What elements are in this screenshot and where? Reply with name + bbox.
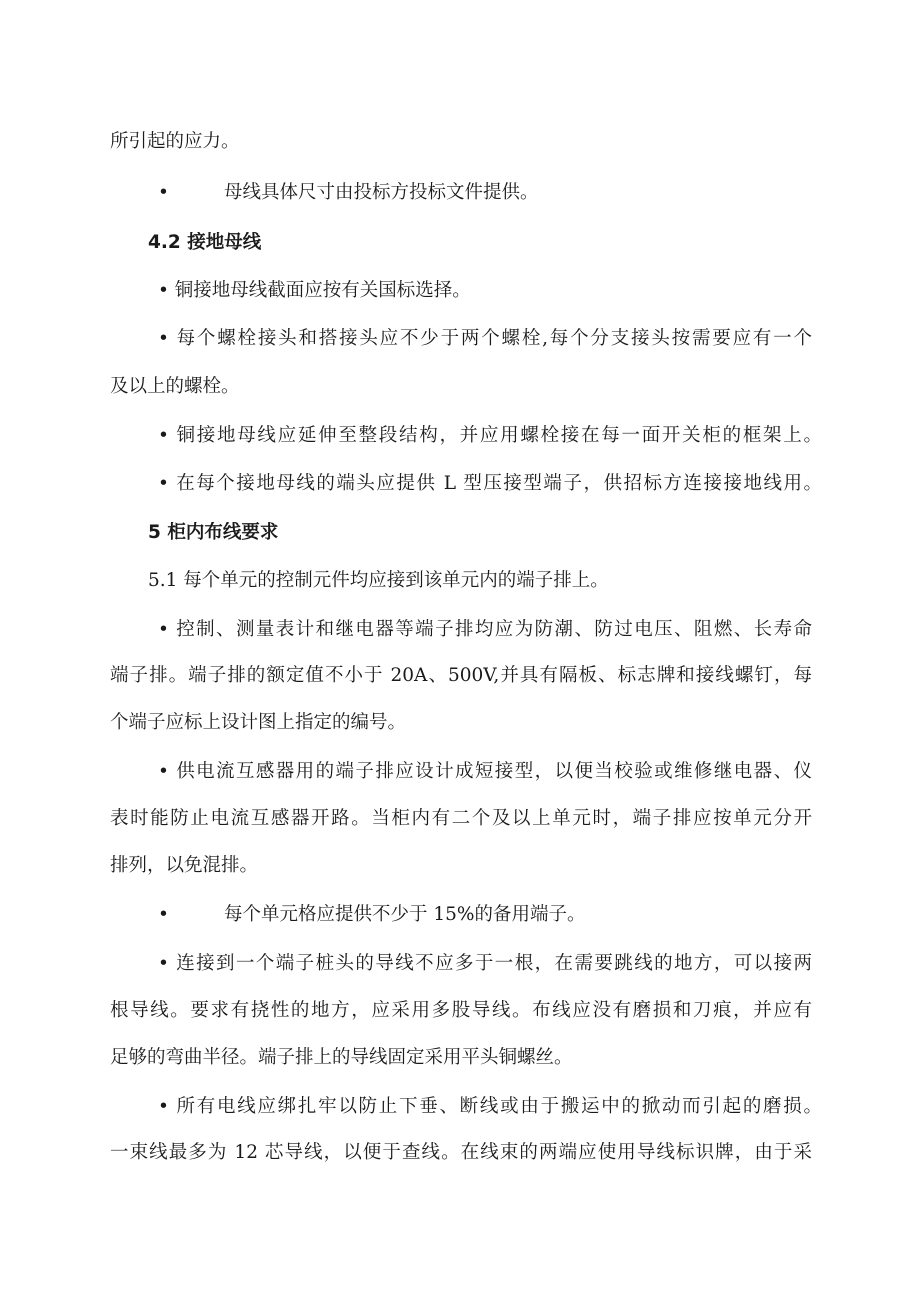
bullet-marker: • — [158, 904, 169, 925]
bullet-item: • 所有电线应绑扎牢以防止下垂、断线或由于搬运中的掀动而引起的磨损。 — [158, 1096, 822, 1117]
paragraph-line: 及以上的螺栓。 — [110, 376, 240, 397]
paragraph-line: 端子排。端子排的额定值不小于 20A、500V,并具有隔板、标志牌和接线螺钉，每 — [110, 665, 812, 686]
bullet-item: • 每个螺栓接头和搭接头应不少于两个螺栓,每个分支接头按需要应有一个 — [158, 328, 812, 349]
bullet-item: • 连接到一个端子桩头的导线不应多于一根，在需要跳线的地方，可以接两 — [158, 953, 812, 974]
section-heading-4-2: 4.2 接地母线 — [148, 232, 262, 253]
paragraph-line: 足够的弯曲半径。端子排上的导线固定采用平头铜螺丝。 — [110, 1047, 573, 1068]
paragraph-line: 排列，以免混排。 — [110, 855, 259, 876]
bullet-item: • 铜接地母线截面应按有关国标选择。 — [158, 280, 471, 301]
paragraph-line: 一束线最多为 12 芯导线，以便于查线。在线束的两端应使用导线标识牌，由于采 — [110, 1142, 812, 1163]
paragraph-line: 根导线。要求有挠性的地方，应采用多股导线。布线应没有磨损和刀痕，并应有 — [110, 1000, 812, 1021]
bullet-item: • 控制、测量表计和继电器等端子排均应为防潮、防过电压、阻燃、长寿命 — [158, 619, 812, 640]
bullet-item-text: 母线具体尺寸由投标方投标文件提供。 — [224, 182, 539, 203]
bullet-item: • 在每个接地母线的端头应提供 L 型压接型端子，供招标方连接接地线用。 — [158, 473, 822, 494]
section-heading-5: 5 柜内布线要求 — [148, 522, 279, 543]
bullet-item: • 铜接地母线应延伸至整段结构，并应用螺栓接在每一面开关柜的框架上。 — [158, 425, 822, 446]
paragraph-line: 个端子应标上设计图上指定的编号。 — [110, 712, 407, 733]
bullet-marker: • — [158, 182, 169, 203]
subsection-line-5-1: 5.1 每个单元的控制元件均应接到该单元内的端子排上。 — [148, 570, 609, 591]
paragraph-line: 表时能防止电流互感器开路。当柜内有二个及以上单元时，端子排应按单元分开 — [110, 808, 812, 829]
bullet-item: • 供电流互感器用的端子排应设计成短接型，以便当校验或维修继电器、仪 — [158, 761, 812, 782]
bullet-item-text: 每个单元格应提供不少于 15%的备用端子。 — [224, 904, 586, 925]
paragraph-line: 所引起的应力。 — [110, 131, 240, 152]
